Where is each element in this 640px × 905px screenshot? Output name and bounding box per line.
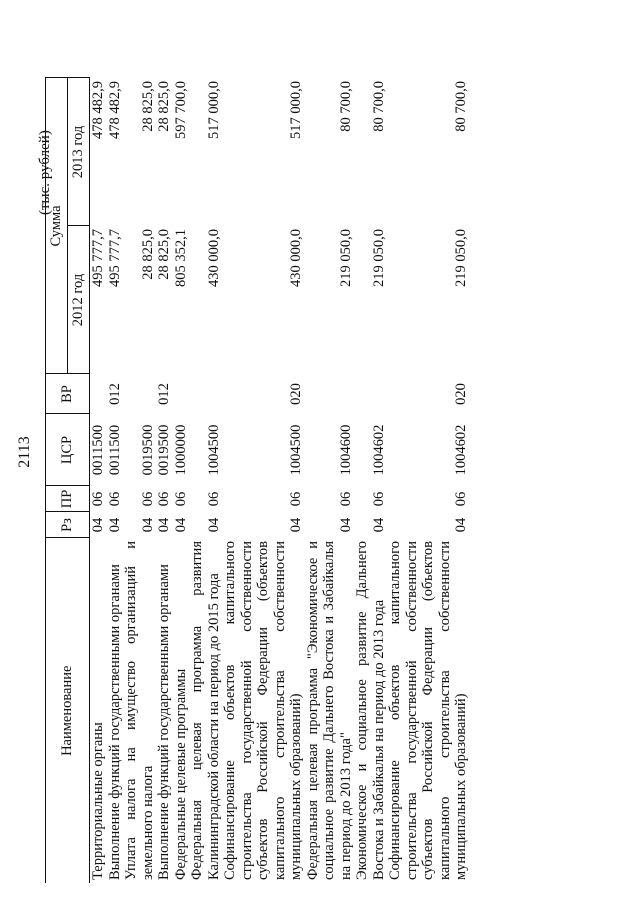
header-vr: ВР [46,374,90,414]
row-pr: 06 [106,491,123,507]
header-rz: Рз [46,512,90,538]
row-rz: 04 [205,517,222,533]
row-csr: 1004500 [205,424,222,476]
row-name: Выполнение функций государственными органами [156,564,172,880]
row-name: Софинансирование объектов капитального строительства государственной собственности субъектов Российской Федерации (объектов капитального строительства собственности муниципальных образований) [387,541,469,880]
row-csr: 0019500 [139,424,156,476]
table-body [90,78,470,883]
row-sum-2012: 219 050,0 [453,229,469,287]
table-row [222,78,305,883]
row-sum-2013: 517 000,0 [205,81,222,139]
header-csr: ЦСР [46,414,90,486]
header-2012: 2012 год [68,226,90,374]
table-row [173,78,190,883]
row-pr: 06 [139,491,156,507]
table-row [107,78,124,883]
table-row [123,78,156,883]
row-name: Выполнение функций государственными органами [106,564,123,880]
row-vr [90,374,107,414]
row-csr: 1004602 [453,424,469,476]
row-rz: 04 [106,517,123,533]
row-sum-2012: 805 352,1 [172,229,189,287]
row-sum-2013: 478 482,9 [106,81,123,139]
header-name: Наименование [46,538,90,883]
row-vr: 020 [453,383,469,405]
units-note: (тыс. рублей) [37,130,53,215]
row-rz: 04 [90,517,106,533]
row-sum-2013: 80 700,0 [337,81,354,132]
row-pr: 06 [156,491,172,507]
row-name: Территориальные органы [90,722,106,880]
header-2013: 2013 год [68,78,90,226]
row-rz: 04 [370,517,387,533]
row-sum-2013: 28 825,0 [139,81,156,132]
row-sum-2012: 430 000,0 [288,229,304,287]
row-csr: 1004500 [288,424,304,476]
table-row [354,78,387,883]
budget-table [45,78,470,884]
row-name: Федеральная целевая программа развития Калининградской области на период до 2015 года [189,541,222,880]
row-sum-2012: 219 050,0 [370,229,387,287]
row-name: Экономическое и социальное развитие Дальнего Востока и Забайкалья на период до 2013 года [354,541,387,880]
row-csr: 1004602 [370,424,387,476]
row-vr [354,374,387,414]
row-pr: 06 [453,491,469,507]
row-name: Софинансирование объектов капитального строительства государственной собственности субъектов Российской Федерации (объектов капитального строительства собственности муниципальных образований) [222,541,304,880]
row-vr: 012 [156,383,172,405]
row-csr: 0011500 [90,424,106,476]
row-sum-2012: 430 000,0 [205,229,222,287]
row-sum-2013: 478 482,9 [90,81,106,139]
header-pr: ПР [46,486,90,512]
row-sum-2012: 219 050,0 [337,229,354,287]
row-csr: 0011500 [106,424,123,476]
table-row [156,78,173,883]
row-sum-2012: 28 825,0 [139,229,156,280]
row-csr: 1004600 [337,424,354,476]
row-vr [123,374,156,414]
table-row [189,78,222,883]
row-sum-2013: 597 700,0 [172,81,189,139]
row-name: Уплата налога на имущество организаций и земельного налога [123,541,156,880]
row-sum-2013: 517 000,0 [288,81,304,139]
row-name: Федеральная целевая программа "Экономическое и социальное развитие Дальнего Востока и Забайкалья на период до 2013 года" [304,541,354,880]
row-sum-2012: 28 825,0 [156,229,172,280]
row-pr: 06 [288,491,304,507]
table-row [305,78,355,883]
row-sum-2013: 28 825,0 [156,81,172,132]
row-vr: 020 [288,383,304,405]
row-rz: 04 [337,517,354,533]
row-rz: 04 [139,517,156,533]
row-pr: 06 [370,491,387,507]
row-vr [305,374,355,414]
header-sum: Сумма [46,78,68,374]
row-sum-2013: 80 700,0 [370,81,387,132]
row-csr: 1000000 [172,424,189,476]
row-pr: 06 [205,491,222,507]
row-rz: 04 [453,517,469,533]
row-name: Федеральные целевые программы [172,668,189,880]
header-row [46,78,68,883]
row-rz: 04 [156,517,172,533]
row-pr: 06 [172,491,189,507]
table-row [387,78,470,883]
row-vr: 012 [106,383,123,405]
row-sum-2012: 495 777,7 [90,229,106,287]
row-rz: 04 [172,517,189,533]
row-sum-2012: 495 777,7 [106,229,123,287]
row-vr [189,374,222,414]
row-csr: 0019500 [156,424,172,476]
page-number: 2113 [16,436,33,468]
row-vr [173,374,190,414]
table-row [90,78,107,883]
row-sum-2013: 80 700,0 [453,81,469,132]
row-pr: 06 [337,491,354,507]
row-rz: 04 [288,517,304,533]
row-pr: 06 [90,491,106,507]
